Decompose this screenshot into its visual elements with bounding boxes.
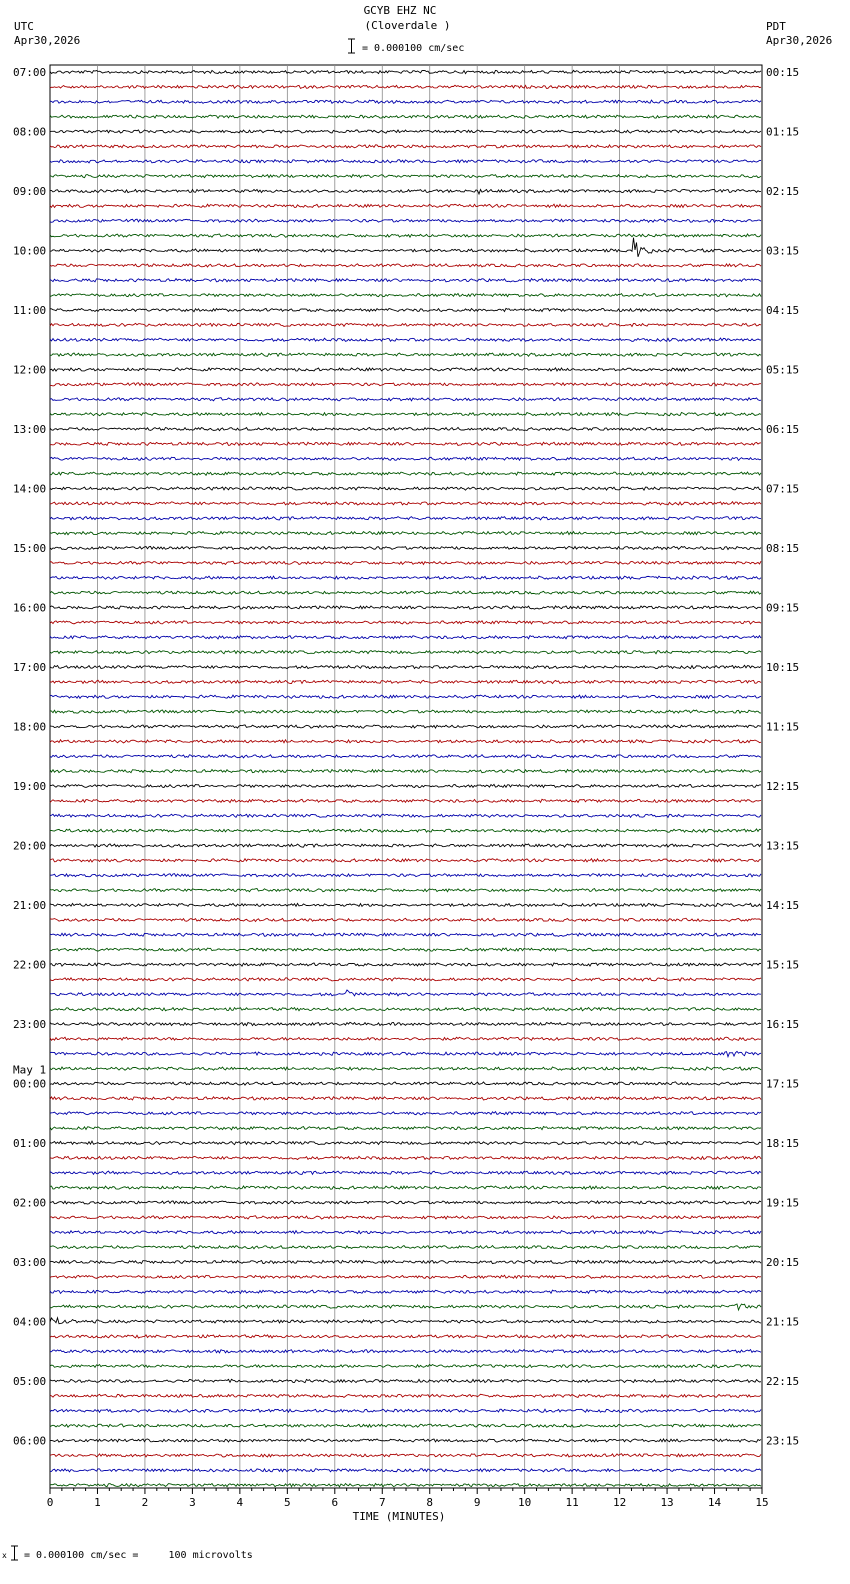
trace-51 xyxy=(50,829,761,832)
station-title: GCYB EHZ NC xyxy=(363,4,437,17)
x-tick-label: 15 xyxy=(755,1496,769,1509)
x-tick-label: 12 xyxy=(612,1496,627,1509)
trace-24 xyxy=(50,427,761,430)
trace-64 xyxy=(50,1022,761,1025)
trace-70 xyxy=(50,1112,761,1115)
trace-72 xyxy=(50,1141,761,1145)
trace-35 xyxy=(50,591,761,594)
trace-9 xyxy=(50,204,761,207)
x-tick-label: 10 xyxy=(518,1496,532,1509)
pdt-hour-label: 06:15 xyxy=(766,423,800,436)
plot-frame xyxy=(50,65,762,1488)
utc-hour-label: 08:00 xyxy=(13,125,47,139)
trace-6 xyxy=(50,160,761,163)
trace-83 xyxy=(50,1304,761,1310)
trace-87 xyxy=(50,1364,761,1367)
trace-7 xyxy=(50,175,761,178)
trace-13 xyxy=(50,264,761,267)
trace-69 xyxy=(50,1097,761,1100)
utc-hour-label: 09:00 xyxy=(13,185,47,198)
pdt-hour-label: 11:15 xyxy=(766,720,800,734)
trace-74 xyxy=(50,1171,761,1174)
trace-37 xyxy=(50,621,761,624)
utc-hour-label: 11:00 xyxy=(13,304,47,317)
trace-86 xyxy=(50,1350,761,1353)
utc-hour-label: 04:00 xyxy=(13,1315,47,1329)
pdt-hour-label: 23:15 xyxy=(766,1434,800,1448)
trace-14 xyxy=(50,279,761,282)
trace-2 xyxy=(50,100,761,103)
trace-31 xyxy=(50,531,761,534)
pdt-hour-label: 14:15 xyxy=(766,899,800,912)
trace-90 xyxy=(50,1409,761,1412)
trace-33 xyxy=(50,561,761,564)
pdt-hour-label: 10:15 xyxy=(766,661,800,674)
trace-48 xyxy=(50,784,761,787)
trace-53 xyxy=(50,859,761,862)
utc-hour-label: 20:00 xyxy=(13,839,47,853)
trace-20 xyxy=(50,368,761,371)
pdt-hour-label: 04:15 xyxy=(766,304,800,317)
trace-88 xyxy=(50,1379,761,1382)
trace-8 xyxy=(50,189,761,194)
trace-62 xyxy=(50,990,761,996)
trace-29 xyxy=(50,502,761,505)
footer-mark: x xyxy=(2,1551,7,1560)
trace-21 xyxy=(50,383,761,386)
trace-66 xyxy=(50,1051,761,1056)
pdt-hour-label: 03:15 xyxy=(766,244,800,258)
trace-32 xyxy=(50,546,761,549)
trace-41 xyxy=(50,680,761,683)
trace-11 xyxy=(50,234,761,237)
trace-54 xyxy=(50,874,761,877)
utc-hour-label: 17:00 xyxy=(13,661,47,674)
left-timezone: UTC xyxy=(14,20,34,33)
utc-hour-label: 19:00 xyxy=(13,780,47,793)
trace-10 xyxy=(50,219,761,222)
utc-hour-label: 01:00 xyxy=(13,1137,47,1150)
trace-4 xyxy=(50,130,761,133)
trace-42 xyxy=(50,695,761,698)
trace-17 xyxy=(50,323,761,326)
left-date: Apr30,2026 xyxy=(14,34,81,47)
pdt-hour-label: 21:15 xyxy=(766,1315,800,1329)
trace-95 xyxy=(50,1484,761,1487)
pdt-hour-label: 05:15 xyxy=(766,363,800,377)
trace-49 xyxy=(50,799,761,802)
trace-79 xyxy=(50,1245,761,1248)
trace-91 xyxy=(50,1424,761,1427)
trace-47 xyxy=(50,770,761,773)
trace-56 xyxy=(50,903,761,906)
x-tick-label: 0 xyxy=(46,1496,54,1509)
trace-3 xyxy=(50,115,761,118)
trace-40 xyxy=(50,665,761,668)
x-tick-label: 14 xyxy=(707,1496,722,1509)
x-tick-label: 11 xyxy=(565,1496,579,1509)
trace-68 xyxy=(50,1082,761,1085)
trace-80 xyxy=(50,1260,761,1263)
trace-19 xyxy=(50,353,761,356)
trace-45 xyxy=(50,740,761,743)
trace-82 xyxy=(50,1290,761,1293)
utc-hour-label: 14:00 xyxy=(13,482,47,496)
utc-hour-label: 15:00 xyxy=(13,542,47,555)
x-tick-label: 8 xyxy=(426,1496,434,1509)
trace-59 xyxy=(50,948,761,951)
trace-84 xyxy=(50,1318,761,1324)
trace-75 xyxy=(50,1186,761,1189)
utc-hour-label: 21:00 xyxy=(13,899,47,912)
pdt-hour-label: 08:15 xyxy=(766,542,800,555)
trace-27 xyxy=(50,472,761,475)
x-tick-label: 6 xyxy=(331,1496,339,1509)
utc-hour-label: 22:00 xyxy=(13,958,47,972)
trace-46 xyxy=(50,755,761,758)
x-tick-label: 2 xyxy=(141,1496,149,1509)
right-timezone: PDT xyxy=(766,20,786,33)
trace-36 xyxy=(50,606,761,609)
trace-0 xyxy=(50,70,761,73)
pdt-hour-label: 18:15 xyxy=(766,1137,800,1150)
trace-67 xyxy=(50,1067,761,1070)
x-tick-label: 13 xyxy=(660,1496,674,1509)
x-tick-label: 4 xyxy=(236,1496,244,1509)
trace-38 xyxy=(50,636,761,639)
pdt-hour-label: 01:15 xyxy=(766,125,800,139)
trace-60 xyxy=(50,963,761,966)
trace-26 xyxy=(50,457,761,460)
x-tick-label: 5 xyxy=(284,1496,291,1509)
time-axis xyxy=(47,1488,769,1523)
utc-hour-label: 23:00 xyxy=(13,1018,47,1031)
right-date: Apr30,2026 xyxy=(766,34,833,47)
pdt-hour-label: 02:15 xyxy=(766,185,800,198)
trace-52 xyxy=(50,844,761,847)
trace-30 xyxy=(50,517,761,520)
pdt-hour-label: 17:15 xyxy=(766,1077,800,1091)
utc-hour-label: 10:00 xyxy=(13,244,47,258)
utc-hour-label: 16:00 xyxy=(13,601,47,615)
trace-50 xyxy=(50,814,761,817)
trace-25 xyxy=(50,442,761,445)
trace-1 xyxy=(50,85,761,88)
trace-28 xyxy=(50,487,761,490)
trace-5 xyxy=(50,145,761,148)
trace-63 xyxy=(50,1008,761,1011)
x-tick-label: 9 xyxy=(473,1496,481,1509)
trace-93 xyxy=(50,1454,761,1457)
trace-12 xyxy=(50,238,761,257)
pdt-hour-label: 16:15 xyxy=(766,1018,800,1031)
trace-18 xyxy=(50,338,761,341)
utc-hour-label: 03:00 xyxy=(13,1256,47,1269)
utc-hour-label: 07:00 xyxy=(13,66,47,79)
trace-81 xyxy=(50,1275,761,1278)
utc-hour-label: 05:00 xyxy=(13,1375,47,1388)
trace-94 xyxy=(50,1469,761,1472)
utc-hour-label: 13:00 xyxy=(13,423,47,436)
trace-34 xyxy=(50,576,761,579)
utc-hour-label: 00:00 xyxy=(13,1077,47,1091)
pdt-hour-label: 15:15 xyxy=(766,958,800,972)
footer-scale-label: = 0.000100 cm/sec = 100 microvolts xyxy=(24,1550,253,1561)
trace-76 xyxy=(50,1201,761,1204)
station-location: (Cloverdale ) xyxy=(364,19,451,32)
utc-hour-label: 12:00 xyxy=(13,363,47,377)
trace-39 xyxy=(50,651,761,654)
trace-58 xyxy=(50,933,761,936)
pdt-hour-label: 19:15 xyxy=(766,1196,800,1210)
utc-hour-label: 02:00 xyxy=(13,1196,47,1210)
pdt-hour-label: 00:15 xyxy=(766,66,800,79)
pdt-hour-label: 22:15 xyxy=(766,1375,800,1388)
trace-89 xyxy=(50,1394,761,1397)
trace-57 xyxy=(50,918,761,921)
trace-16 xyxy=(50,308,761,311)
trace-73 xyxy=(50,1156,761,1159)
x-tick-label: 7 xyxy=(378,1496,386,1509)
trace-55 xyxy=(50,889,761,892)
scale-bar-icon xyxy=(348,38,355,54)
trace-22 xyxy=(50,398,761,401)
trace-43 xyxy=(50,710,761,713)
utc-hour-label: 18:00 xyxy=(13,720,47,734)
utc-hour-label: 06:00 xyxy=(13,1434,47,1448)
footer-scale-bar-icon xyxy=(11,1545,18,1561)
pdt-hour-label: 12:15 xyxy=(766,780,800,793)
trace-61 xyxy=(50,978,761,981)
scale-label: = 0.000100 cm/sec xyxy=(362,43,465,54)
time-grid xyxy=(50,65,762,1488)
pdt-hour-label: 09:15 xyxy=(766,601,800,615)
pdt-hour-label: 07:15 xyxy=(766,482,800,496)
trace-92 xyxy=(50,1439,761,1442)
trace-23 xyxy=(50,412,761,415)
trace-78 xyxy=(50,1231,761,1234)
trace-85 xyxy=(50,1335,761,1338)
trace-71 xyxy=(50,1127,761,1130)
seismic-traces xyxy=(50,70,761,1486)
trace-65 xyxy=(50,1037,761,1040)
x-tick-label: 1 xyxy=(94,1496,101,1509)
trace-15 xyxy=(50,293,761,296)
trace-44 xyxy=(50,725,761,728)
pdt-hour-label: 13:15 xyxy=(766,839,800,853)
x-axis-label: TIME (MINUTES) xyxy=(352,1510,446,1523)
x-tick-label: 3 xyxy=(189,1496,196,1509)
trace-77 xyxy=(50,1216,761,1219)
date-change-label: May 1 xyxy=(13,1063,47,1077)
pdt-hour-label: 20:15 xyxy=(766,1256,800,1269)
